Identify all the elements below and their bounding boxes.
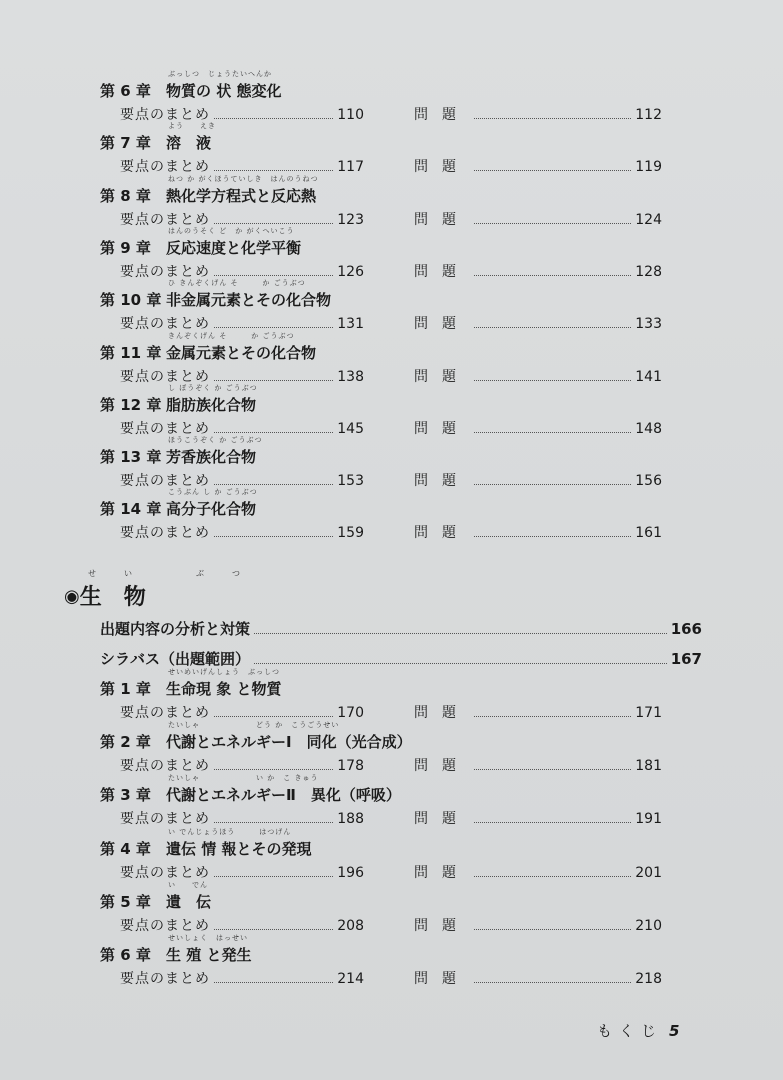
leader-dots (474, 327, 631, 328)
chapter-title (166, 880, 212, 912)
summary-label: 要点のまとめ (120, 263, 210, 280)
chapter-title-text: 芳香族化合物 (166, 448, 257, 467)
chapter-heading[interactable] (100, 668, 282, 699)
problems-entry[interactable] (414, 522, 662, 542)
leader-dots (214, 484, 333, 485)
leader-dots (214, 327, 333, 328)
chapter-number: 第 8 章 (100, 186, 151, 205)
problems-label: 問題 (414, 917, 470, 934)
chapter-heading[interactable] (100, 70, 282, 101)
leader-dots (214, 275, 333, 276)
chapter-title-text: 脂肪族化合物 (166, 395, 257, 414)
leader-dots (214, 118, 333, 119)
summary-label: 要点のまとめ (120, 107, 210, 123)
summary-label: 要点のまとめ (120, 971, 210, 987)
problems-entry[interactable] (414, 261, 662, 281)
chapter-heading[interactable] (100, 383, 258, 415)
chapter-title-text: 代謝とエネルギーⅡ 異化（呼吸） (166, 786, 401, 805)
chapter-title-text: 非金属元素とその化合物 (166, 291, 332, 310)
chapter-title (166, 174, 319, 206)
biology-section-title (64, 569, 268, 611)
syllabus-label: シラバス（出題範囲） (100, 650, 251, 668)
leader-dots (474, 484, 631, 485)
problems-page: 171 (635, 705, 662, 721)
syllabus-entry[interactable] (100, 648, 702, 669)
leader-dots (474, 380, 631, 381)
chapter-title (166, 488, 258, 519)
summary-page: 138 (337, 368, 364, 385)
chapter-heading[interactable] (100, 174, 319, 206)
leader-dots (254, 633, 667, 634)
problems-label: 問題 (414, 758, 470, 775)
chapter-number: 第 6 章 (100, 946, 151, 964)
chapter-number: 第 13 章 (100, 448, 162, 467)
leader-dots (474, 170, 631, 171)
problems-label: 問題 (414, 107, 470, 123)
problems-label: 問題 (414, 864, 470, 881)
chapter-title (166, 331, 317, 363)
problems-label: 問題 (414, 811, 470, 828)
leader-dots (214, 982, 333, 983)
leader-dots (214, 380, 333, 381)
syllabus-page: 167 (670, 650, 702, 668)
problems-label: 問題 (414, 211, 470, 228)
problems-page: 133 (635, 316, 662, 333)
problems-entry[interactable] (414, 702, 662, 722)
chapter-number: 第 11 章 (100, 343, 162, 362)
biology-section-ruby: せい ぶつ (88, 569, 268, 578)
problems-entry[interactable] (414, 915, 662, 935)
leader-dots (214, 223, 333, 224)
leader-dots (474, 536, 631, 537)
problems-label: 問題 (414, 368, 470, 385)
chapter-ruby: ぶっしつ じょうたいへんか (168, 70, 272, 78)
summary-page: 178 (337, 758, 364, 775)
problems-page: 119 (635, 159, 662, 176)
problems-page: 218 (635, 971, 662, 987)
leader-dots (474, 118, 631, 119)
summary-page: 153 (337, 473, 364, 490)
problems-entry[interactable] (414, 418, 662, 438)
chapter-title (166, 383, 258, 415)
problems-label: 問題 (414, 316, 470, 333)
chapter-ruby: し ぼうぞく か ごうぶつ (168, 383, 258, 392)
leader-dots (474, 929, 631, 930)
page-footer (597, 1020, 679, 1041)
chapter-title-text: 反応速度と化学平衡 (166, 238, 302, 257)
chapter-heading[interactable] (100, 774, 401, 805)
chapter-title (166, 70, 282, 101)
summary-page: 196 (337, 864, 364, 881)
problems-entry[interactable] (414, 470, 662, 490)
leader-dots (254, 663, 667, 664)
chapter-ruby: よう えき (168, 122, 216, 131)
summary-label: 要点のまとめ (120, 864, 210, 881)
summary-entry[interactable] (120, 808, 364, 828)
summary-label: 要点のまとめ (120, 368, 210, 385)
summary-page: 188 (337, 811, 364, 828)
summary-label: 要点のまとめ (120, 525, 210, 542)
chapter-ruby: たいしゃ い か こ きゅう (168, 774, 319, 783)
chapter-number: 第 10 章 (100, 291, 162, 310)
chapter-title (166, 827, 312, 859)
chapter-heading[interactable] (100, 934, 252, 965)
problems-page: 156 (635, 473, 662, 490)
summary-page: 131 (337, 316, 364, 333)
chapter-title (166, 668, 282, 699)
summary-entry[interactable] (120, 968, 364, 988)
summary-label: 要点のまとめ (120, 758, 210, 775)
summary-entry[interactable] (120, 915, 364, 935)
summary-entry[interactable] (120, 862, 364, 882)
leader-dots (474, 982, 631, 983)
chapter-heading[interactable] (100, 122, 216, 153)
chapter-title-text: 生命現 象 と物質 (166, 680, 282, 698)
problems-page: 181 (635, 758, 662, 775)
chapter-title (166, 226, 302, 258)
chapter-title (166, 279, 332, 310)
chapter-title-text: 遺伝 情 報とその発現 (166, 839, 312, 858)
summary-page: 145 (337, 420, 364, 437)
problems-entry[interactable] (414, 313, 662, 333)
problems-page: 124 (635, 211, 662, 228)
chapter-number: 第 3 章 (100, 786, 151, 805)
summary-label: 要点のまとめ (120, 211, 210, 228)
chapter-number: 第 12 章 (100, 395, 162, 414)
chapter-ruby: きんぞくげん そ か ごうぶつ (168, 331, 295, 340)
summary-entry[interactable] (120, 522, 364, 542)
problems-entry[interactable] (414, 862, 662, 882)
leader-dots (474, 432, 631, 433)
chapter-heading[interactable] (100, 488, 258, 519)
chapter-heading[interactable] (100, 827, 312, 859)
summary-label: 要点のまとめ (120, 159, 210, 176)
summary-label: 要点のまとめ (120, 473, 210, 490)
problems-label: 問題 (414, 420, 470, 437)
problems-page: 112 (635, 107, 662, 123)
problems-page: 191 (635, 811, 662, 828)
section-bullet-icon: ◉ (64, 586, 80, 607)
problems-page: 148 (635, 420, 662, 437)
problems-entry[interactable] (414, 755, 662, 775)
page-number: 5 (669, 1022, 680, 1040)
chapter-number: 第 9 章 (100, 238, 151, 257)
problems-label: 問題 (414, 473, 470, 490)
problems-entry[interactable] (414, 209, 662, 229)
leader-dots (474, 876, 631, 877)
summary-page: 123 (337, 211, 364, 228)
leader-dots (474, 223, 631, 224)
chapter-title-text: 金属元素とその化合物 (166, 343, 317, 362)
chapter-number: 第 7 章 (100, 134, 151, 153)
analysis-label: 出題内容の分析と対策 (100, 620, 251, 638)
chapter-heading[interactable] (100, 331, 317, 363)
problems-label: 問題 (414, 159, 470, 176)
summary-label: 要点のまとめ (120, 420, 210, 437)
leader-dots (214, 876, 333, 877)
leader-dots (214, 432, 333, 433)
leader-dots (474, 769, 631, 770)
chapter-heading[interactable] (100, 226, 302, 258)
summary-page: 159 (337, 525, 364, 542)
summary-entry[interactable] (120, 755, 364, 775)
chapter-title-text: 生 殖 と発生 (166, 946, 252, 964)
chapter-title-text: 溶 液 (166, 134, 212, 153)
leader-dots (214, 716, 333, 717)
problems-page: 210 (635, 917, 662, 934)
summary-page: 126 (337, 263, 364, 280)
chapter-number: 第 4 章 (100, 839, 151, 858)
summary-page: 214 (337, 971, 364, 987)
leader-dots (214, 769, 333, 770)
chapter-ruby: せいめいげんしょう ぶっしつ (168, 668, 280, 676)
leader-dots (474, 822, 631, 823)
problems-entry[interactable] (414, 104, 662, 124)
chapter-number: 第 2 章 (100, 733, 151, 752)
summary-label: 要点のまとめ (120, 917, 210, 934)
leader-dots (474, 275, 631, 276)
leader-dots (474, 716, 631, 717)
problems-label: 問題 (414, 705, 470, 721)
biology-section-label: 生 物 (79, 585, 146, 610)
problems-page: 141 (635, 368, 662, 385)
problems-entry[interactable] (414, 808, 662, 828)
problems-label: 問題 (414, 525, 470, 542)
summary-label: 要点のまとめ (120, 811, 210, 828)
chapter-title-text: 物質の 状 態変化 (166, 82, 282, 100)
leader-dots (214, 536, 333, 537)
chapter-ruby: ほうこうぞく か ごうぶつ (168, 436, 263, 445)
analysis-page: 166 (670, 620, 702, 638)
problems-label: 問題 (414, 971, 470, 987)
problems-page: 128 (635, 263, 662, 280)
chapter-ruby: ひ きんぞくげん そ か ごうぶつ (168, 279, 306, 288)
summary-page: 208 (337, 917, 364, 934)
chapter-ruby: たいしゃ どう か こうごうせい (168, 721, 340, 730)
chapter-heading[interactable] (100, 279, 332, 310)
chapter-number: 第 14 章 (100, 500, 162, 519)
chapter-ruby: こうぶん し か ごうぶつ (168, 488, 258, 497)
chapter-number: 第 5 章 (100, 892, 151, 911)
chapter-ruby: ねつ か がくほうていしき はんのうねつ (168, 174, 319, 183)
summary-page: 170 (337, 705, 364, 721)
leader-dots (214, 170, 333, 171)
summary-entry[interactable] (120, 104, 364, 124)
chapter-heading[interactable] (100, 721, 412, 752)
chapter-title (166, 721, 412, 752)
leader-dots (214, 929, 333, 930)
analysis-entry[interactable] (100, 618, 702, 639)
chapter-title (166, 436, 263, 467)
footer-label: もくじ (597, 1022, 664, 1040)
chapter-title (166, 774, 401, 805)
problems-page: 161 (635, 525, 662, 542)
summary-label: 要点のまとめ (120, 316, 210, 333)
problems-entry[interactable] (414, 156, 662, 176)
problems-entry[interactable] (414, 366, 662, 386)
chapter-heading[interactable] (100, 880, 212, 912)
chapter-number: 第 6 章 (100, 82, 151, 100)
summary-entry[interactable] (120, 702, 364, 722)
problems-entry[interactable] (414, 968, 662, 988)
summary-label: 要点のまとめ (120, 705, 210, 721)
chapter-title (166, 934, 252, 965)
chapter-heading[interactable] (100, 436, 263, 467)
chapter-title (166, 122, 216, 153)
summary-page: 110 (337, 107, 364, 123)
problems-page: 201 (635, 864, 662, 881)
chapter-title-text: 高分子化合物 (166, 500, 257, 519)
chapter-title-text: 代謝とエネルギーⅠ 同化（光合成） (166, 733, 412, 752)
chapter-title-text: 遺 伝 (166, 892, 212, 911)
chapter-ruby: い でんじょうほう はつげん (168, 827, 292, 836)
leader-dots (214, 822, 333, 823)
chapter-ruby: い でん (168, 880, 208, 889)
summary-page: 117 (337, 159, 364, 176)
chapter-title-text: 熱化学方程式と反応熱 (166, 186, 317, 205)
problems-label: 問題 (414, 263, 470, 280)
chapter-number: 第 1 章 (100, 680, 151, 698)
chapter-ruby: はんのうそく ど か がくへいこう (168, 226, 295, 235)
chapter-ruby: せいしょく はっせい (168, 934, 248, 942)
